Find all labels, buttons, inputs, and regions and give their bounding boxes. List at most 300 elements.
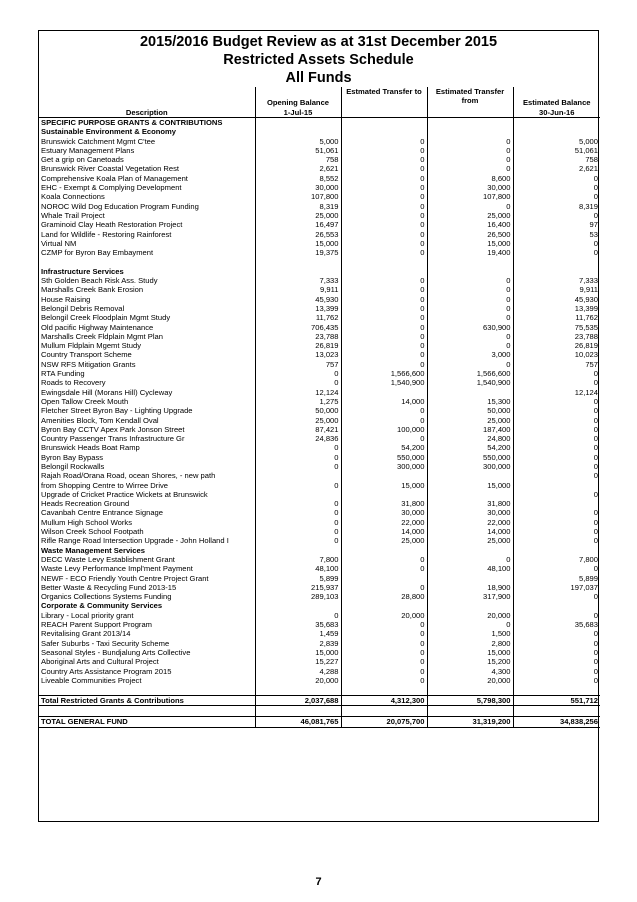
page-number: 7: [315, 876, 322, 888]
transfer-from: 0: [427, 285, 513, 294]
title-line-1: 2015/2016 Budget Review as at 31st December 2015: [139, 34, 498, 50]
transfer-from: 1,540,900: [427, 378, 513, 387]
table-row: [39, 174, 600, 183]
transfer-to: 20,000: [341, 611, 427, 620]
transfer-from: 1,500: [427, 629, 513, 638]
estimated-balance: 0: [513, 378, 600, 387]
row-description: Mullum Fldplain Mgemt Study: [41, 341, 142, 351]
transfer-to: 0: [341, 583, 427, 592]
transfer-from: 15,300: [427, 397, 513, 406]
total-restricted-opening: 2,037,688: [255, 696, 341, 706]
opening-balance: 15,000: [255, 648, 341, 657]
transfer-to: 550,000: [341, 453, 427, 462]
transfer-to: 1,566,600: [341, 369, 427, 378]
table-row: [39, 155, 600, 164]
row-description: Land for Wildlife - Restoring Rainforest: [41, 229, 172, 239]
transfer-to: 100,000: [341, 425, 427, 434]
table-row: [39, 536, 600, 545]
transfer-to: 0: [341, 434, 427, 443]
opening-balance: 289,103: [255, 592, 341, 601]
table-row: [39, 555, 600, 564]
transfer-from: 14,000: [427, 527, 513, 536]
header-opening-date: 1-Jul-15: [283, 107, 313, 117]
opening-balance: 758: [255, 155, 341, 164]
estimated-balance: 0: [513, 508, 600, 517]
estimated-balance: 7,800: [513, 555, 600, 564]
table-row: [39, 434, 600, 443]
total-restricted-to: 4,312,300: [341, 696, 427, 706]
estimated-balance: 23,788: [513, 332, 600, 341]
transfer-to: 0: [341, 667, 427, 676]
transfer-from: 31,800: [427, 499, 513, 508]
row-description: Wilson Creek School Footpath: [41, 527, 144, 537]
opening-balance: 16,497: [255, 220, 341, 229]
estimated-balance: 45,930: [513, 295, 600, 304]
table-row: [39, 230, 600, 239]
section-header-row: [39, 267, 600, 276]
estimated-balance: 0: [513, 462, 600, 471]
transfer-from: [427, 388, 513, 397]
transfer-to: 0: [341, 648, 427, 657]
table-row: [39, 657, 600, 666]
transfer-to: 28,800: [341, 592, 427, 601]
row-description: Amenities Block, Tom Kendall Oval: [41, 415, 159, 425]
opening-balance: 0: [255, 508, 341, 517]
estimated-balance: 0: [513, 676, 600, 685]
row-description: Byron Bay CCTV Apex Park Jonson Street: [41, 424, 185, 434]
transfer-to: 31,800: [341, 499, 427, 508]
opening-balance: 0: [255, 378, 341, 387]
opening-balance: 2,839: [255, 639, 341, 648]
opening-balance: [255, 471, 341, 480]
opening-balance: 215,937: [255, 583, 341, 592]
report-title: [39, 33, 598, 87]
header-transfer-from-label: Estimated Transfer from: [435, 87, 505, 106]
transfer-to: 14,000: [341, 527, 427, 536]
opening-balance: 30,000: [255, 183, 341, 192]
transfer-to: 0: [341, 323, 427, 332]
opening-balance: 7,333: [255, 276, 341, 285]
transfer-to: 0: [341, 248, 427, 257]
opening-balance: 0: [255, 536, 341, 545]
table-row: [39, 443, 600, 452]
transfer-to: 0: [341, 155, 427, 164]
transfer-from: 8,600: [427, 174, 513, 183]
row-description: Liveable Communities Project: [41, 675, 142, 685]
transfer-to: 0: [341, 676, 427, 685]
estimated-balance: 10,023: [513, 350, 600, 359]
opening-balance: 706,435: [255, 323, 341, 332]
transfer-from: 3,000: [427, 350, 513, 359]
estimated-balance: 0: [513, 639, 600, 648]
opening-balance: 15,000: [255, 239, 341, 248]
transfer-to: 15,000: [341, 481, 427, 490]
estimated-balance: 26,819: [513, 341, 600, 350]
transfer-to: 0: [341, 313, 427, 322]
transfer-from: 0: [427, 360, 513, 369]
table-row: [39, 183, 600, 192]
row-description: Country Arts Assistance Program 2015: [41, 666, 172, 676]
table-row: [39, 378, 600, 387]
transfer-from: 25,000: [427, 211, 513, 220]
table-row: [39, 564, 600, 573]
table-row: [39, 471, 600, 480]
row-description: Heads Recreation Ground: [41, 499, 130, 509]
table-row: [39, 350, 600, 359]
transfer-to: 0: [341, 239, 427, 248]
table-row: [39, 137, 600, 146]
opening-balance: 12,124: [255, 388, 341, 397]
transfer-to: 0: [341, 304, 427, 313]
transfer-from: 18,900: [427, 583, 513, 592]
estimated-balance: 53: [513, 230, 600, 239]
estimated-balance: 0: [513, 518, 600, 527]
transfer-from: 317,900: [427, 592, 513, 601]
transfer-from: 2,800: [427, 639, 513, 648]
transfer-from: 0: [427, 164, 513, 173]
total-general-from: 31,319,200: [427, 717, 513, 727]
row-description: Open Tallow Creek Mouth: [41, 396, 129, 406]
opening-balance: 9,911: [255, 285, 341, 294]
row-description: Roads to Recovery: [41, 378, 106, 388]
estimated-balance: 0: [513, 397, 600, 406]
transfer-from: [427, 471, 513, 480]
row-description: Revitalising Grant 2013/14: [41, 629, 131, 639]
section-title: Sustainable Environment & Economy: [41, 127, 177, 137]
total-restricted-from: 5,798,300: [427, 696, 513, 706]
opening-balance: 0: [255, 443, 341, 452]
row-description: Safer Suburbs - Taxi Security Scheme: [41, 638, 170, 648]
row-description: Belongil Debris Removal: [41, 303, 125, 313]
table-row: [39, 313, 600, 322]
header-transfer-to: [341, 87, 427, 118]
table-row: [39, 332, 600, 341]
opening-balance: 0: [255, 481, 341, 490]
total-general-row: [39, 717, 600, 727]
transfer-to: 1,540,900: [341, 378, 427, 387]
opening-balance: 0: [255, 369, 341, 378]
header-estimated-balance: [513, 87, 600, 118]
transfer-to: 0: [341, 555, 427, 564]
estimated-balance: 0: [513, 490, 600, 499]
transfer-to: 0: [341, 360, 427, 369]
transfer-from: 30,000: [427, 183, 513, 192]
row-description: NEWF - ECO Friendly Youth Centre Project Grant: [41, 573, 209, 583]
table-row: [39, 388, 600, 397]
estimated-balance: 0: [513, 648, 600, 657]
table-row: [39, 620, 600, 629]
transfer-from: 550,000: [427, 453, 513, 462]
transfer-to: 0: [341, 406, 427, 415]
table-row: [39, 341, 600, 350]
row-description: Fletcher Street Byron Bay - Lighting Upgrade: [41, 406, 193, 416]
table-header: [39, 87, 600, 118]
table-row: [39, 192, 600, 201]
row-description: House Raising: [41, 294, 91, 304]
table-row: [39, 481, 600, 490]
row-description: Comprehensive Koala Plan of Management: [41, 173, 188, 183]
estimated-balance: 0: [513, 211, 600, 220]
estimated-balance: 0: [513, 611, 600, 620]
row-description: Library - Local priority grant: [41, 610, 134, 620]
transfer-from: 24,800: [427, 434, 513, 443]
transfer-from: 300,000: [427, 462, 513, 471]
row-description: DECC Waste Levy Establishment Grant: [41, 554, 175, 564]
estimated-balance: 0: [513, 657, 600, 666]
row-description: NSW RFS Mitigation Grants: [41, 359, 136, 369]
table-body: [39, 118, 600, 686]
table-row: [39, 146, 600, 155]
estimated-balance: 13,399: [513, 304, 600, 313]
transfer-to: 54,200: [341, 443, 427, 452]
header-transfer-to-label: Estmated Transfer to: [346, 87, 422, 96]
opening-balance: 87,421: [255, 425, 341, 434]
opening-balance: 7,800: [255, 555, 341, 564]
table-row: [39, 629, 600, 638]
table-row: [39, 667, 600, 676]
table-row: [39, 406, 600, 415]
estimated-balance: 5,899: [513, 574, 600, 583]
transfer-to: 0: [341, 285, 427, 294]
transfer-to: 0: [341, 564, 427, 573]
section-title: Waste Management Services: [41, 545, 145, 555]
restricted-assets-table: [39, 87, 600, 728]
header-transfer-from: [427, 87, 513, 118]
transfer-to: [341, 388, 427, 397]
row-description: Marshalls Creek Bank Erosion: [41, 285, 144, 295]
opening-balance: [255, 490, 341, 499]
transfer-from: 0: [427, 555, 513, 564]
title-line-3: All Funds: [285, 70, 352, 86]
row-description: Aboriginal Arts and Cultural Project: [41, 657, 159, 667]
table-row: [39, 490, 600, 499]
estimated-balance: 0: [513, 425, 600, 434]
transfer-from: [427, 574, 513, 583]
opening-balance: 0: [255, 453, 341, 462]
estimated-balance: 0: [513, 239, 600, 248]
estimated-balance: 7,333: [513, 276, 600, 285]
row-description: REACH Parent Support Program: [41, 620, 152, 630]
opening-balance: 26,819: [255, 341, 341, 350]
estimated-balance: 0: [513, 629, 600, 638]
estimated-balance: 0: [513, 536, 600, 545]
opening-balance: 1,459: [255, 629, 341, 638]
transfer-to: 0: [341, 137, 427, 146]
transfer-to: 0: [341, 295, 427, 304]
opening-balance: 13,023: [255, 350, 341, 359]
opening-balance: 15,227: [255, 657, 341, 666]
row-description: Belongil Rockwalls: [41, 461, 105, 471]
estimated-balance: 0: [513, 527, 600, 536]
row-description: Cavanbah Centre Entrance Signage: [41, 508, 164, 518]
row-description: Belongil Creek Floodplain Mgmt Study: [41, 313, 171, 323]
transfer-from: 50,000: [427, 406, 513, 415]
table-row: [39, 518, 600, 527]
row-description: Virtual NM: [41, 238, 77, 248]
section-title: Infrastructure Services: [41, 266, 124, 276]
transfer-from: 0: [427, 137, 513, 146]
table-row: [39, 462, 600, 471]
opening-balance: 23,788: [255, 332, 341, 341]
transfer-from: 26,500: [427, 230, 513, 239]
header-opening-label: Opening Balance: [266, 98, 330, 108]
row-description: NOROC Wild Dog Education Program Funding: [41, 201, 199, 211]
transfer-to: 0: [341, 211, 427, 220]
transfer-to: 0: [341, 341, 427, 350]
section-header-row: [39, 127, 600, 136]
header-estimated-label: Estimated Balance: [522, 98, 591, 108]
estimated-balance: 197,037: [513, 583, 600, 592]
estimated-balance: [513, 481, 600, 490]
budget-schedule: [38, 30, 599, 822]
row-description: Seasonal Styles - Bundjalung Arts Collective: [41, 647, 191, 657]
row-description: Rifle Range Road Intersection Upgrade - John Holland I: [41, 536, 229, 546]
transfer-from: 20,000: [427, 611, 513, 620]
transfer-from: 0: [427, 620, 513, 629]
estimated-balance: 11,762: [513, 313, 600, 322]
estimated-balance: 0: [513, 443, 600, 452]
table-row: [39, 499, 600, 508]
transfer-from: 0: [427, 295, 513, 304]
transfer-from: 25,000: [427, 536, 513, 545]
table-totals: [39, 685, 600, 727]
table-row: [39, 323, 600, 332]
opening-balance: 11,762: [255, 313, 341, 322]
estimated-balance: 5,000: [513, 137, 600, 146]
row-description: Organics Collections Systems Funding: [41, 592, 172, 602]
opening-balance: 1,275: [255, 397, 341, 406]
estimated-balance: 0: [513, 369, 600, 378]
opening-balance: 0: [255, 462, 341, 471]
opening-balance: 2,621: [255, 164, 341, 173]
table-row: [39, 285, 600, 294]
opening-balance: 0: [255, 611, 341, 620]
table-row: [39, 527, 600, 536]
title-line-2: Restricted Assets Schedule: [223, 52, 414, 68]
opening-balance: 35,683: [255, 620, 341, 629]
total-restricted-balance: 551,712: [513, 696, 600, 706]
estimated-balance: 12,124: [513, 388, 600, 397]
transfer-to: [341, 574, 427, 583]
estimated-balance: 0: [513, 248, 600, 257]
estimated-balance: 0: [513, 471, 600, 480]
row-description: Brunswick Catchment Mgmt C'tee: [41, 136, 156, 146]
row-description: Brunswick Heads Boat Ramp: [41, 443, 140, 453]
opening-balance: 25,000: [255, 211, 341, 220]
row-description: Koala Connections: [41, 192, 105, 202]
transfer-to: 14,000: [341, 397, 427, 406]
transfer-to: 0: [341, 416, 427, 425]
row-description: Marshalls Creek Fldplain Mgmt Plan: [41, 331, 163, 341]
transfer-from: 48,100: [427, 564, 513, 573]
opening-balance: 0: [255, 499, 341, 508]
transfer-to: 0: [341, 276, 427, 285]
opening-balance: 4,288: [255, 667, 341, 676]
table-row: [39, 611, 600, 620]
table-row: [39, 592, 600, 601]
table-row: [39, 425, 600, 434]
opening-balance: 757: [255, 360, 341, 369]
transfer-from: 15,000: [427, 648, 513, 657]
opening-balance: 0: [255, 518, 341, 527]
row-description: CZMP for Byron Bay Embayment: [41, 248, 154, 258]
total-general-label: TOTAL GENERAL FUND: [39, 717, 255, 727]
transfer-to: 0: [341, 657, 427, 666]
transfer-to: 0: [341, 220, 427, 229]
row-description: Get a grip on Canetoads: [41, 155, 124, 165]
transfer-from: 0: [427, 202, 513, 211]
transfer-from: 1,566,600: [427, 369, 513, 378]
table-row: [39, 508, 600, 517]
table-row: [39, 369, 600, 378]
transfer-from: 187,400: [427, 425, 513, 434]
estimated-balance: 0: [513, 592, 600, 601]
row-description: from Shopping Centre to Wirree Drive: [41, 480, 169, 490]
table-row: [39, 295, 600, 304]
table-row: [39, 202, 600, 211]
transfer-from: 0: [427, 146, 513, 155]
opening-balance: 50,000: [255, 406, 341, 415]
row-description: Whale Trail Project: [41, 210, 105, 220]
transfer-from: 30,000: [427, 508, 513, 517]
section-title: SPECIFIC PURPOSE GRANTS & CONTRIBUTIONS: [41, 118, 223, 127]
transfer-to: 0: [341, 192, 427, 201]
opening-balance: 19,375: [255, 248, 341, 257]
estimated-balance: 51,061: [513, 146, 600, 155]
row-description: Sth Golden Beach Risk Ass. Study: [41, 276, 158, 286]
transfer-from: 15,200: [427, 657, 513, 666]
estimated-balance: 757: [513, 360, 600, 369]
estimated-balance: 0: [513, 416, 600, 425]
transfer-to: [341, 471, 427, 480]
transfer-from: 22,000: [427, 518, 513, 527]
row-description: Byron Bay Bypass: [41, 452, 104, 462]
estimated-balance: 75,535: [513, 323, 600, 332]
row-description: Mullum High School Works: [41, 517, 133, 527]
transfer-to: 22,000: [341, 518, 427, 527]
transfer-to: 0: [341, 350, 427, 359]
row-description: RTA Funding: [41, 369, 85, 379]
opening-balance: 20,000: [255, 676, 341, 685]
transfer-from: 0: [427, 155, 513, 164]
table-row: [39, 639, 600, 648]
opening-balance: 8,552: [255, 174, 341, 183]
table-row: [39, 220, 600, 229]
table-row: [39, 397, 600, 406]
table-row: [39, 676, 600, 685]
opening-balance: 107,800: [255, 192, 341, 201]
transfer-to: 30,000: [341, 508, 427, 517]
opening-balance: 8,319: [255, 202, 341, 211]
header-opening-balance: [255, 87, 341, 118]
transfer-to: 0: [341, 183, 427, 192]
opening-balance: 25,000: [255, 416, 341, 425]
estimated-balance: 0: [513, 406, 600, 415]
opening-balance: 51,061: [255, 146, 341, 155]
transfer-from: 15,000: [427, 239, 513, 248]
estimated-balance: 0: [513, 183, 600, 192]
opening-balance: 0: [255, 527, 341, 536]
section-header-row: [39, 601, 600, 610]
row-description: Graminoid Clay Heath Restoration Project: [41, 220, 183, 230]
row-description: Country Transport Scheme: [41, 350, 132, 360]
transfer-to: [341, 490, 427, 499]
total-general-balance: 34,838,256: [513, 717, 600, 727]
transfer-from: 107,800: [427, 192, 513, 201]
table-row: [39, 304, 600, 313]
estimated-balance: 97: [513, 220, 600, 229]
row-description: Waste Levy Performance Impl'ment Payment: [41, 564, 193, 574]
